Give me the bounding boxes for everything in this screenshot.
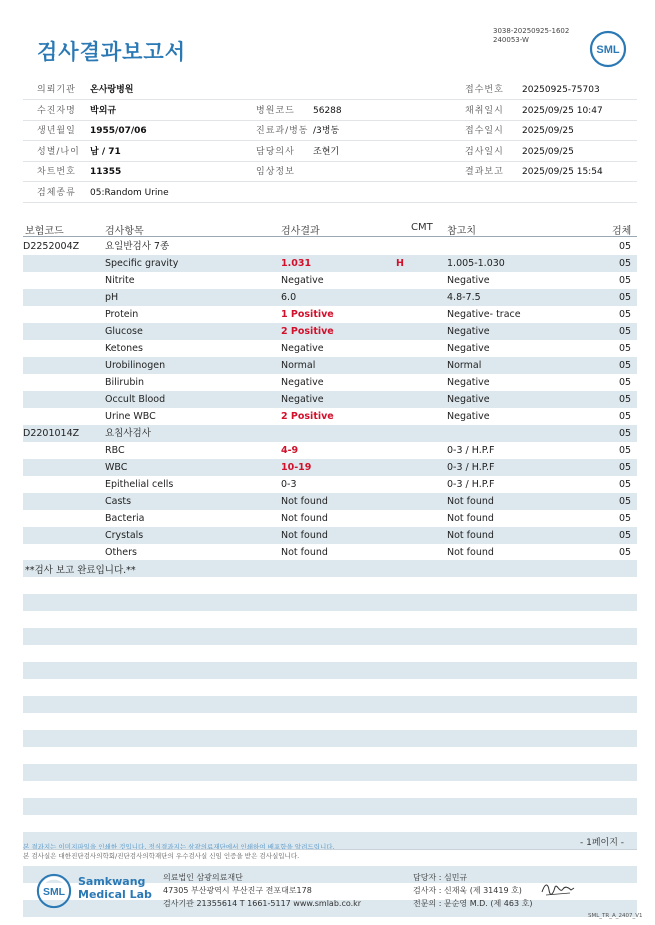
test-item: Crystals	[105, 530, 144, 541]
test-item: Epithelial cells	[105, 479, 174, 490]
test-item: Glucose	[105, 326, 143, 337]
info-row	[23, 121, 637, 141]
empty-row-stripe	[23, 730, 637, 747]
test-result: 2 Positive	[281, 326, 334, 337]
table-group-row	[23, 238, 637, 255]
table-row	[23, 357, 637, 374]
specimen-code: 05	[619, 411, 632, 422]
test-result: Not found	[281, 496, 328, 507]
test-result: Not found	[281, 513, 328, 524]
test-item: Others	[105, 547, 137, 558]
specimen-code: 05	[619, 530, 632, 541]
lab-address: 47305 부산광역시 부산진구 전포대로178	[163, 886, 312, 895]
test-result: Negative	[281, 343, 324, 354]
test-item: 요침사검사	[105, 428, 151, 439]
info-label: 의뢰기관	[37, 85, 76, 95]
test-item: Urobilinogen	[105, 360, 166, 371]
accreditation-notice: 본 검사실은 대한진단검사의학회/진단검사의학재단의 우수검사실 신임 인증을 받은 검사실입니다.	[23, 852, 300, 860]
reference-range: Negative	[447, 377, 490, 388]
specimen-code: 05	[619, 513, 632, 524]
sml-footer-logo-text: SML	[43, 886, 65, 898]
info-label: 채취일시	[465, 105, 504, 116]
info-value: 2025/09/25	[522, 126, 574, 136]
staff-block	[413, 871, 532, 910]
form-code: SML_TR_A_2407_V1	[588, 913, 643, 919]
table-row	[23, 340, 637, 357]
sml-logo-icon	[589, 30, 627, 68]
insurance-code: D2252004Z	[23, 241, 80, 252]
reference-range: Normal	[447, 360, 482, 371]
test-item: RBC	[105, 445, 125, 456]
image-print-notice: 본 결과지는 이미지파일을 인쇄한 것입니다. 정식결과지는 삼광의료재단에서 인쇄하여 배포함을 알려드립니다.	[23, 843, 335, 851]
table-row	[23, 255, 637, 272]
test-item: Ketones	[105, 343, 143, 354]
reference-range: Negative	[447, 275, 490, 286]
table-row	[23, 510, 637, 527]
info-label: 차트번호	[37, 167, 76, 177]
specimen-code: 05	[619, 326, 632, 337]
reference-range: 1.005-1.030	[447, 258, 505, 269]
specimen-code: 05	[619, 445, 632, 456]
info-value: 남 / 71	[90, 146, 121, 157]
report-title: 검사결과보고서	[37, 40, 187, 64]
reference-range: Not found	[447, 530, 494, 541]
report-complete-row	[23, 560, 637, 577]
reference-range: Negative	[447, 326, 490, 337]
results-table-header	[23, 220, 637, 237]
table-row	[23, 289, 637, 306]
page-number: - 1페이지 -	[580, 838, 625, 848]
info-value: 05:Random Urine	[90, 187, 169, 198]
staff-specialist: 전문의 : 문순영 M.D. (제 463 호)	[413, 899, 533, 908]
info-label: 진료과/병동	[256, 126, 309, 136]
sml-footer-logo-icon	[36, 873, 72, 909]
empty-row-stripe	[23, 662, 637, 679]
specimen-code: 05	[619, 394, 632, 405]
specimen-code: 05	[619, 428, 632, 439]
document-id	[493, 27, 569, 45]
info-label: 담당의사	[256, 146, 295, 157]
empty-row-stripe	[23, 764, 637, 781]
brand-line-1: Samkwang	[78, 875, 146, 888]
test-item: WBC	[105, 462, 128, 473]
info-value: 11355	[90, 167, 122, 177]
info-value: 2025/09/25 10:47	[522, 105, 603, 116]
test-item: Nitrite	[105, 275, 135, 286]
info-label: 검체종류	[37, 187, 76, 198]
empty-row-stripe	[23, 594, 637, 611]
reference-range: Negative	[447, 394, 490, 405]
reference-range: Not found	[447, 496, 494, 507]
test-result: 2 Positive	[281, 411, 334, 422]
staff-examiner: 검사자 : 신재욱 (제 31419 호)	[413, 886, 522, 895]
info-row	[23, 162, 637, 182]
test-result: 10-19	[281, 462, 312, 473]
footer-divider	[23, 849, 637, 850]
table-row	[23, 408, 637, 425]
specimen-code: 05	[619, 377, 632, 388]
sml-logo-text: SML	[596, 44, 620, 56]
info-row	[23, 80, 637, 100]
brand-line-2: Medical Lab	[78, 888, 152, 901]
staff-manager: 담당자 : 심민규	[413, 873, 468, 882]
info-row	[23, 101, 637, 121]
info-label: 접수일시	[465, 126, 504, 136]
table-row	[23, 493, 637, 510]
info-label: 임상정보	[256, 167, 295, 177]
info-label: 결과보고	[465, 167, 504, 177]
header-test-item: 검사항목	[105, 226, 144, 237]
test-result: Negative	[281, 377, 324, 388]
lab-contact: 검사기관 21355614 T 1661-5117 www.smlab.co.kr	[163, 899, 362, 908]
test-item: pH	[105, 292, 119, 303]
lab-address-block	[163, 871, 361, 910]
test-result: 4-9	[281, 445, 299, 456]
table-row	[23, 306, 637, 323]
specimen-code: 05	[619, 258, 632, 269]
test-result: Normal	[281, 360, 316, 371]
info-label: 성별/나이	[37, 146, 80, 157]
table-row	[23, 374, 637, 391]
table-row	[23, 272, 637, 289]
test-item: Bilirubin	[105, 377, 145, 388]
table-row	[23, 323, 637, 340]
specimen-code: 05	[619, 479, 632, 490]
test-result: Negative	[281, 275, 324, 286]
info-label: 수진자명	[37, 105, 76, 116]
test-item: Casts	[105, 496, 132, 507]
info-label: 접수번호	[465, 85, 504, 95]
test-item: Bacteria	[105, 513, 145, 524]
empty-row-stripe	[23, 696, 637, 713]
lab-name: 의료법인 삼광의료재단	[163, 873, 243, 882]
table-row	[23, 442, 637, 459]
info-value: 2025/09/25	[522, 146, 574, 157]
test-item: Occult Blood	[105, 394, 166, 405]
info-label: 병원코드	[256, 105, 295, 116]
reference-range: Negative	[447, 343, 490, 354]
table-row	[23, 527, 637, 544]
reference-range: Not found	[447, 513, 494, 524]
specimen-code: 05	[619, 343, 632, 354]
header-reference: 참고치	[447, 226, 476, 237]
brand-name	[78, 875, 152, 901]
empty-row-stripe	[23, 798, 637, 815]
info-row	[23, 142, 637, 162]
reference-range: 0-3 / H.P.F	[447, 462, 495, 473]
info-label: 검사일시	[465, 146, 504, 157]
test-result: Negative	[281, 394, 324, 405]
test-result: Not found	[281, 530, 328, 541]
specimen-code: 05	[619, 360, 632, 371]
info-value: 온사랑병원	[90, 85, 134, 95]
specimen-code: 05	[619, 547, 632, 558]
reference-range: Negative- trace	[447, 309, 521, 320]
test-item: 요일반검사 7종	[105, 241, 170, 252]
test-result: 1 Positive	[281, 309, 334, 320]
empty-row-stripe	[23, 628, 637, 645]
table-row	[23, 459, 637, 476]
info-row	[23, 183, 637, 203]
document-id-line-2: 240053-W	[493, 36, 529, 44]
reference-range: Negative	[447, 411, 490, 422]
header-result: 검사결과	[281, 226, 320, 237]
test-item: Specific gravity	[105, 258, 179, 269]
document-id-line-1: 3038-20250925-1602	[493, 27, 570, 35]
test-result: 6.0	[281, 292, 297, 303]
reference-range: 0-3 / H.P.F	[447, 445, 495, 456]
table-row	[23, 476, 637, 493]
reference-range: Not found	[447, 547, 494, 558]
report-complete-note: **검사 보고 완료입니다.**	[25, 565, 136, 576]
test-item: Urine WBC	[105, 411, 156, 422]
test-result: 0-3	[281, 479, 297, 490]
info-value: 20250925-75703	[522, 85, 600, 95]
info-value: 56288	[313, 105, 342, 116]
info-label: 생년월일	[37, 126, 76, 136]
specimen-code: 05	[619, 275, 632, 286]
specimen-code: 05	[619, 496, 632, 507]
test-result: 1.031	[281, 258, 312, 269]
reference-range: 4.8-7.5	[447, 292, 481, 303]
info-value: 박외규	[90, 105, 117, 116]
table-group-row	[23, 425, 637, 442]
table-row	[23, 544, 637, 561]
test-result: Not found	[281, 547, 328, 558]
insurance-code: D2201014Z	[23, 428, 80, 439]
specimen-code: 05	[619, 462, 632, 473]
specimen-code: 05	[619, 292, 632, 303]
info-value: 조현기	[313, 146, 340, 157]
info-value: /3병동	[313, 126, 340, 136]
specimen-code: 05	[619, 309, 632, 320]
test-item: Protein	[105, 309, 139, 320]
cmt-flag: H	[396, 258, 404, 269]
specialist-signature	[540, 880, 576, 898]
specimen-code: 05	[619, 241, 632, 252]
header-cmt: CMT	[411, 222, 433, 233]
info-value: 2025/09/25 15:54	[522, 167, 603, 177]
header-specimen: 검체	[612, 226, 632, 237]
reference-range: 0-3 / H.P.F	[447, 479, 495, 490]
info-value: 1955/07/06	[90, 126, 147, 136]
header-insurance-code: 보험코드	[25, 226, 64, 237]
table-row	[23, 391, 637, 408]
